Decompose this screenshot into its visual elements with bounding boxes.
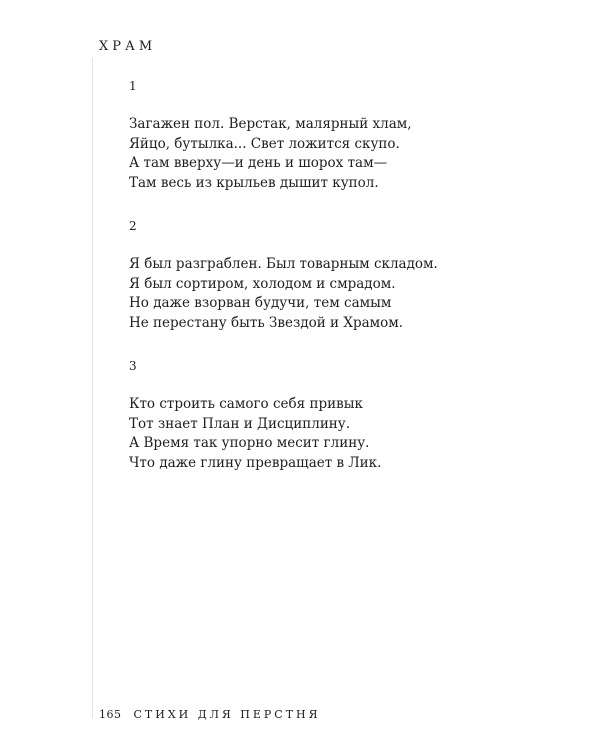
poem-line: Что даже глину превращает в Лик. bbox=[129, 454, 382, 471]
poem-line: Там весь из крыльев дышит купол. bbox=[129, 174, 379, 191]
page-number: 165 bbox=[99, 708, 122, 721]
poem-line: Яйцо, бутылка... Свет ложится скупо. bbox=[129, 135, 400, 152]
stanza bbox=[129, 395, 569, 473]
stanza bbox=[129, 115, 569, 193]
part-number: 1 bbox=[129, 79, 137, 93]
margin-rule bbox=[92, 58, 93, 718]
part-number: 2 bbox=[129, 219, 137, 233]
stanza bbox=[129, 255, 569, 333]
poem-line: Я был сортиром, холодом и смрадом. bbox=[129, 275, 396, 292]
poem-line: Загажен пол. Верстак, малярный хлам, bbox=[129, 116, 412, 132]
poem-part-3 bbox=[129, 357, 569, 473]
running-head: СТИХИ ДЛЯ ПЕРСТНЯ bbox=[133, 708, 321, 721]
poem-line: Я был разграблен. Был товарным складом. bbox=[129, 256, 438, 272]
poem-title: ХРАМ bbox=[99, 39, 157, 54]
poem-line: А Время так упорно месит глину. bbox=[129, 435, 370, 451]
page-footer bbox=[99, 708, 321, 722]
poem-part-2 bbox=[129, 217, 569, 333]
part-number: 3 bbox=[129, 359, 137, 373]
poem-line: Кто строить самого себя привык bbox=[129, 396, 363, 412]
poem-line: А там вверху—и день и шорох там— bbox=[129, 155, 388, 171]
poem-body bbox=[129, 77, 569, 497]
poem-line: Не перестану быть Звездой и Храмом. bbox=[129, 314, 404, 331]
poem-line: Но даже взорван будучи, тем самым bbox=[129, 295, 392, 311]
poem-line: Тот знает План и Дисциплину. bbox=[129, 415, 351, 432]
poem-part-1 bbox=[129, 77, 569, 193]
